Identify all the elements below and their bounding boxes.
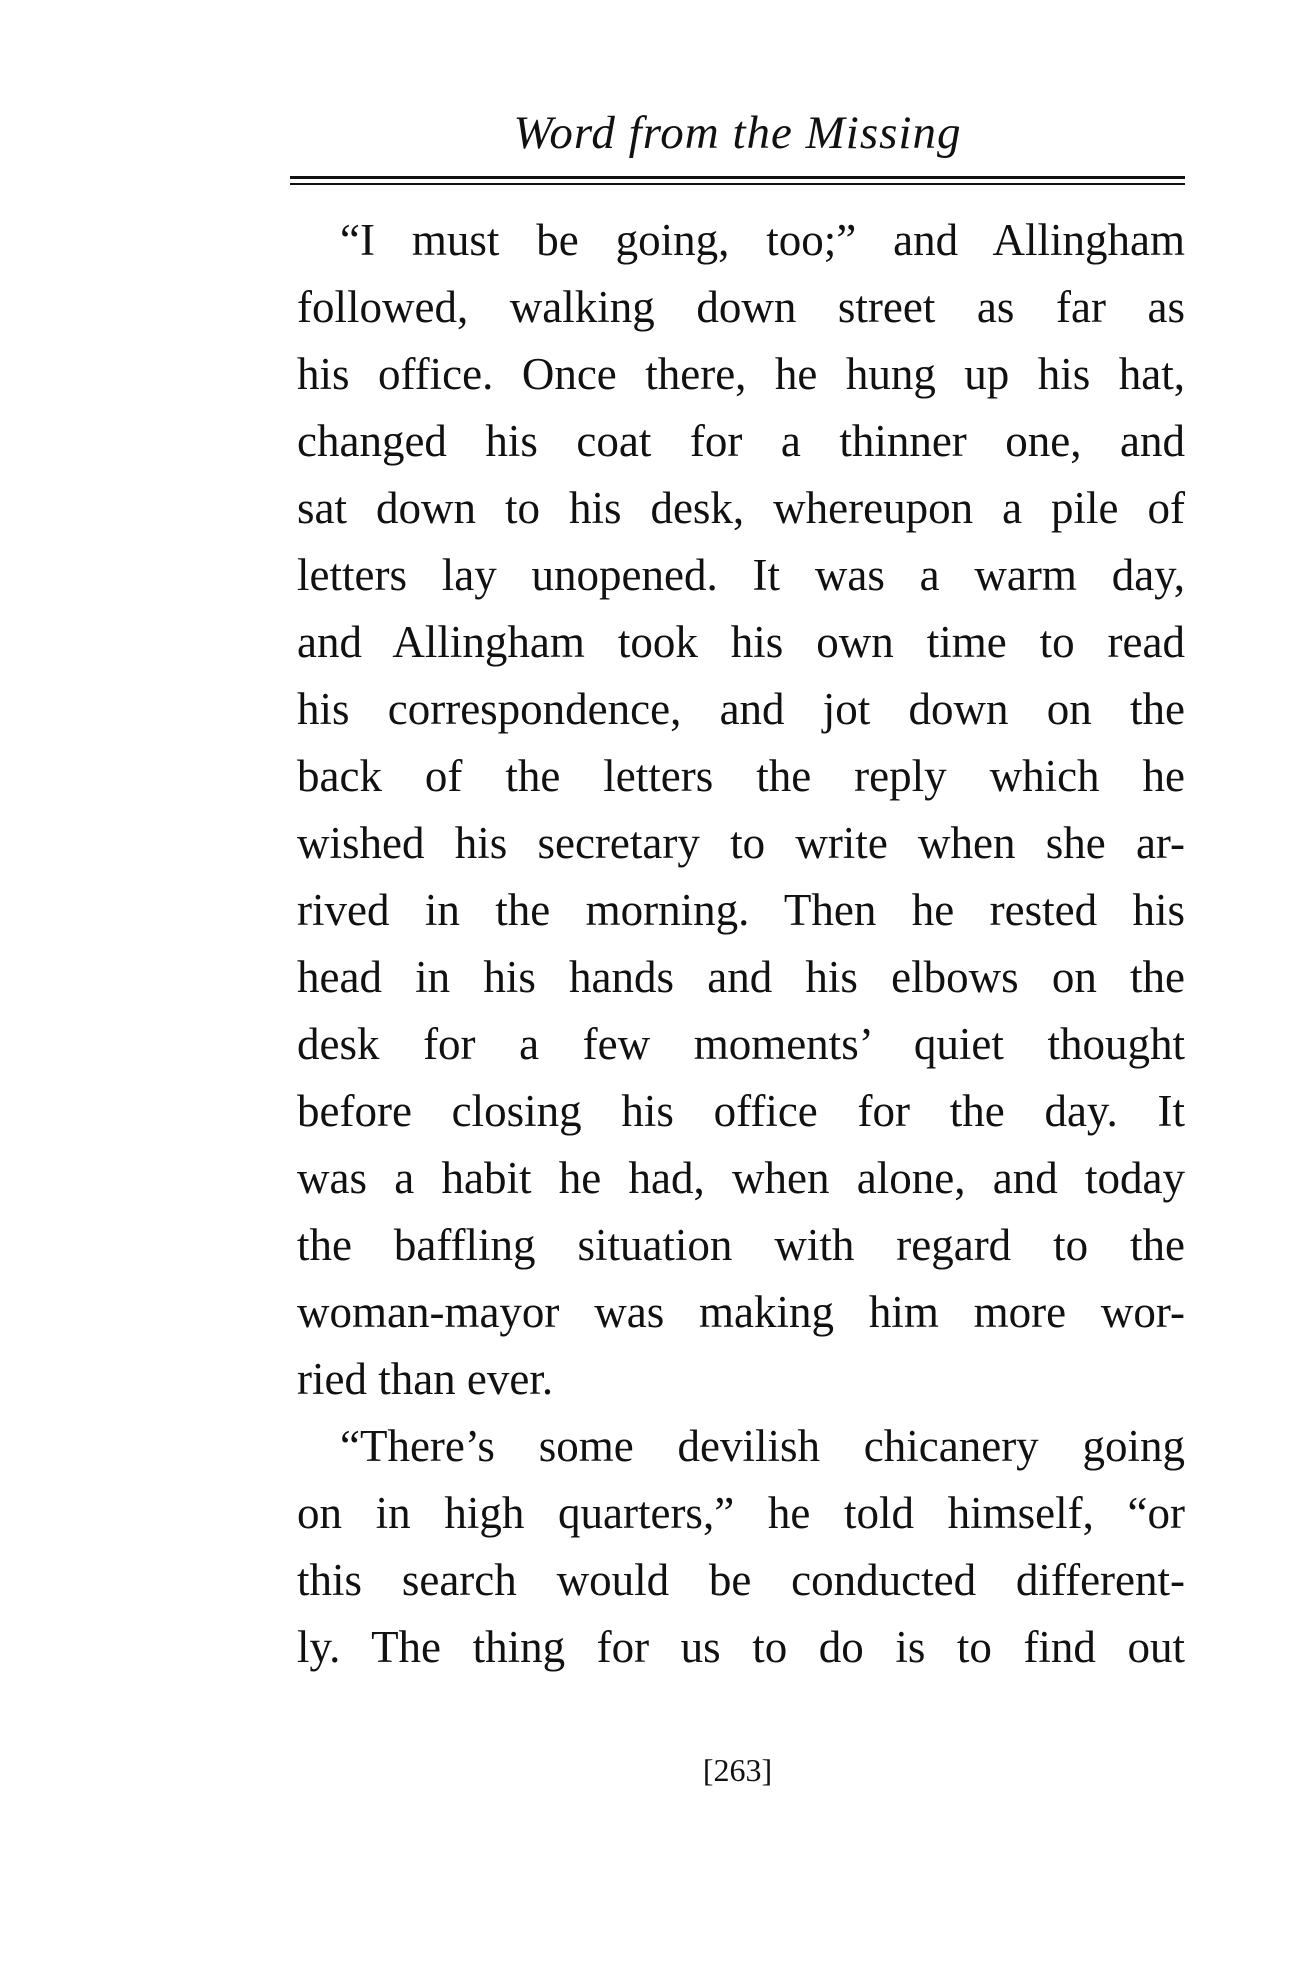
text-line: this search would be conducted different- [297, 1555, 1185, 1605]
text-line: his office. Once there, he hung up his hat, [297, 349, 1185, 399]
text-line: “There’s some devilish chicanery going [340, 1421, 1185, 1471]
text-line: before closing his office for the day. It [297, 1086, 1185, 1136]
text-line: desk for a few moments’ quiet thought [297, 1019, 1185, 1069]
text-line: his correspondence, and jot down on the [297, 684, 1185, 734]
header-rule-top [290, 176, 1185, 179]
text-line: followed, walking down street as far as [297, 282, 1185, 332]
text-line: wished his secretary to write when she ar- [297, 818, 1185, 868]
header-rule-bottom [290, 183, 1185, 185]
text-line: on in high quarters,” he told himself, “or [297, 1488, 1185, 1538]
text-line: ly. The thing for us to do is to find out [297, 1622, 1185, 1672]
text-line: changed his coat for a thinner one, and [297, 416, 1185, 466]
text-line: sat down to his desk, whereupon a pile of [297, 483, 1185, 533]
text-line: letters lay unopened. It was a warm day, [297, 550, 1185, 600]
text-line: was a habit he had, when alone, and today [297, 1153, 1185, 1203]
text-line: “I must be going, too;” and Allingham [340, 215, 1185, 265]
text-line: and Allingham took his own time to read [297, 617, 1185, 667]
text-line: the baffling situation with regard to the [297, 1220, 1185, 1270]
text-line: ried than ever. [297, 1354, 554, 1404]
page-number: [263] [702, 1752, 773, 1788]
text-line: back of the letters the reply which he [297, 751, 1185, 801]
running-head: Word from the Missing [513, 107, 962, 159]
text-line: head in his hands and his elbows on the [297, 952, 1185, 1002]
body-text [297, 207, 1185, 1681]
text-line: woman-mayor was making him more wor- [297, 1287, 1185, 1337]
text-line: rived in the morning. Then he rested his [297, 885, 1185, 935]
